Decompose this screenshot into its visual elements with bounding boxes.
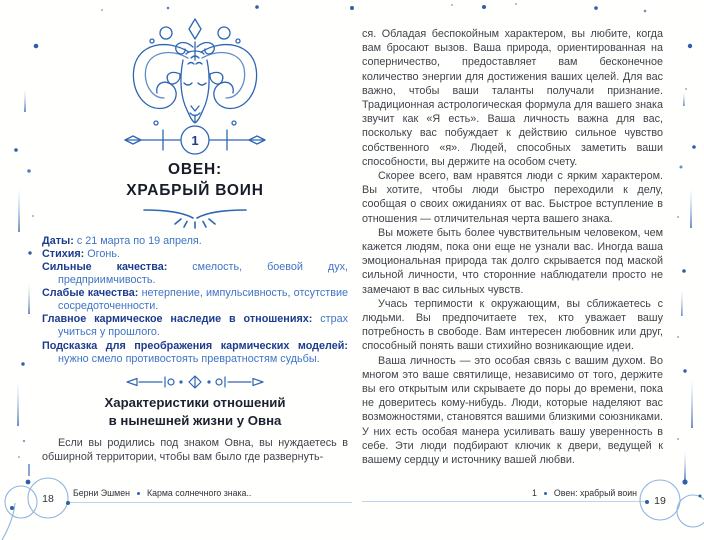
fact-value: смелость, боевой дух, предприимчивость.	[58, 260, 348, 287]
fact-value: нетерпение, импульсивность, отсутствие сосредоточенности.	[58, 287, 349, 313]
fact-label: Подсказка для преображения кармических моделей:	[42, 339, 348, 352]
fact-item	[42, 235, 348, 248]
dot-separator-icon	[137, 492, 140, 495]
left-page	[42, 16, 348, 464]
body-paragraph: ся. Обладая беспокойным характером, вы любите, когда вам бросают вызов. Ваша природа, ориентированная на соперничество, предоставляет вам бесконечное количество энергии для достижения ваших целей. Для вас важно, чтобы ваши таланты получали признание. Традиционная астрологическая формула для вашего знака звучит как «Я есть». Ваша личность важна для вас, поскольку вас побуждает к действию сильное чувство собственного «я». Людей, способных заметить ваши способности, вы держите на особом счету.	[362, 28, 663, 168]
fact-item	[42, 287, 348, 313]
fact-item	[42, 340, 348, 366]
footer-rule-left	[68, 502, 352, 503]
fact-label: Слабые качества:	[42, 287, 139, 300]
footer-chapter-title: Овен: храбрый воин	[553, 488, 637, 498]
body-paragraph: Скорее всего, вам нравятся люди с ярким характером. Вы хотите, чтобы люди быстро переходили к делу, сообщая о своих ожиданиях от вас. Быстрое вступление в отношения — отличительная черта вашего знака.	[362, 170, 663, 225]
fact-item	[42, 313, 348, 339]
page-number-left: 18	[42, 493, 54, 505]
section-heading	[42, 394, 348, 430]
footer-running-title: Карма солнечного знака..	[146, 488, 252, 498]
rule-end-dot-icon	[645, 500, 649, 504]
running-footer-right	[500, 488, 637, 498]
fact-value: с 21 марта по 19 апреля.	[76, 234, 202, 247]
running-footer-left	[73, 488, 251, 498]
footer-author: Берни Эшмен	[73, 488, 130, 498]
corner-circles-right-decoration	[604, 456, 704, 540]
body-paragraph: Учась терпимости к окружающим, вы сближаетесь с людьми. Вы предпочитаете тех, кто уважает вашу потребность в свободе. Вам интересен любовник или друг, способный понять ваши стихийно возникающие идеи.	[362, 297, 663, 353]
corner-circles-left-decoration	[0, 456, 100, 540]
body-paragraph: Ваша личность — это особая связь с вашим духом. Во многом это ваше святилище, независимо от того, держите вы его открытым или скрываете до поры до времени, пока не доверитесь кому-нибудь. Люди, которые наделяют вас возможностями, становятся вашими близкими союзниками. У них есть особая манера усиливать вашу уверенность в себе. Эти люди подбирают ключик к двери, ведущей к вашему сердцу и источнику вашей любви.	[362, 354, 663, 467]
section-heading-line2: в нынешней жизни у Овна	[108, 412, 282, 428]
dot-separator-icon	[544, 492, 547, 495]
footer-rule-right	[362, 501, 647, 502]
sunburst-divider-icon	[140, 203, 250, 229]
fact-label: Стихия:	[42, 247, 85, 260]
fact-item	[42, 261, 348, 287]
fact-item	[42, 248, 348, 261]
fact-value: Огонь.	[87, 247, 120, 260]
ornament-divider-icon	[125, 374, 265, 390]
aries-ram-illustration	[120, 16, 270, 156]
chapter-title	[42, 159, 348, 202]
footer-chapter-number: 1	[532, 488, 537, 498]
right-page	[362, 27, 663, 467]
fact-label: Сильные качества:	[42, 260, 168, 273]
fact-label: Главное кармическое наследие в отношениях:	[42, 313, 313, 326]
chapter-title-line1: ОВЕН:	[168, 161, 222, 178]
chapter-number: 1	[191, 133, 199, 148]
fact-value: страх учиться у прошлого.	[58, 313, 348, 339]
rule-end-dot-icon	[66, 501, 70, 505]
body-paragraph: Вы можете быть более чувствительным человеком, чем кажется людям, пока они еще не узнали вас. Иногда ваша эмоциональная природа так долго скрывается под маской сильной личности, что сторонние наблюдатели просто не замечают в вас сильных чувств.	[362, 226, 663, 296]
fact-label: Даты:	[42, 234, 74, 247]
zodiac-facts-list	[42, 235, 348, 366]
body-paragraph: Если вы родились под знаком Овна, вы нуждаетесь в обширной территории, чтобы вам было где развернуть-	[42, 437, 348, 463]
section-heading-line1: Характеристики отношений	[104, 394, 286, 410]
chapter-title-line2: ХРАБРЫЙ ВОИН	[126, 182, 264, 200]
page-number-right: 19	[654, 495, 666, 507]
fact-value: нужно смело противостоять превратностям судьбы.	[58, 352, 320, 365]
